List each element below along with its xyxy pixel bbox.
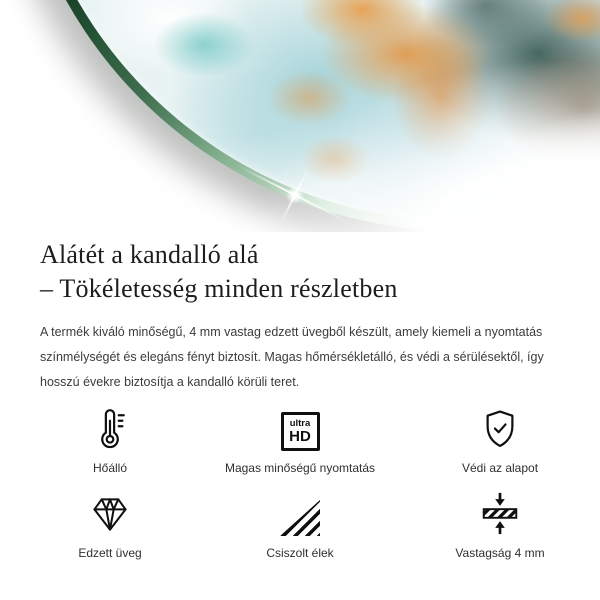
product-image (0, 0, 600, 232)
feature-label: Vastagság 4 mm (455, 546, 545, 560)
ultra-hd-icon: ultra HD (281, 412, 320, 451)
feature-label: Csiszolt élek (266, 546, 334, 560)
page-title-line2: – Tökéletesség minden részletben (40, 274, 398, 303)
page-title-line1: Alátét a kandalló alá (40, 240, 259, 269)
feature-high-quality-print (180, 405, 420, 476)
polished-edge-icon (280, 500, 320, 536)
feature-protects-base (420, 405, 580, 476)
feature-grid (0, 405, 600, 575)
shield-check-icon (478, 407, 522, 451)
feature-label: Védi az alapot (461, 461, 539, 475)
feature-label: Magas minőségű nyomtatás (224, 461, 376, 475)
feature-tempered-glass (40, 490, 180, 561)
feature-polished-edges (180, 490, 420, 561)
thickness-icon (476, 490, 524, 536)
product-description: A termék kiváló minőségű, 4 mm vastag edzett üvegből készült, amely kiemeli a nyomtatás színmélységét és elegáns fényt biztosít. Magas hőmérsékletálló, és védi a sérülésektől, így hosszú évekre biztosítja a kandalló körüli teret. (40, 325, 544, 389)
diamond-icon (88, 492, 132, 536)
feature-label: Edzett üveg (78, 546, 142, 560)
feature-label: Hőálló (92, 461, 128, 475)
feature-thickness (420, 490, 580, 561)
product-description-section (0, 238, 600, 395)
page-title (40, 238, 560, 306)
thermometer-icon (88, 407, 132, 451)
feature-heat-resistant (40, 405, 180, 476)
